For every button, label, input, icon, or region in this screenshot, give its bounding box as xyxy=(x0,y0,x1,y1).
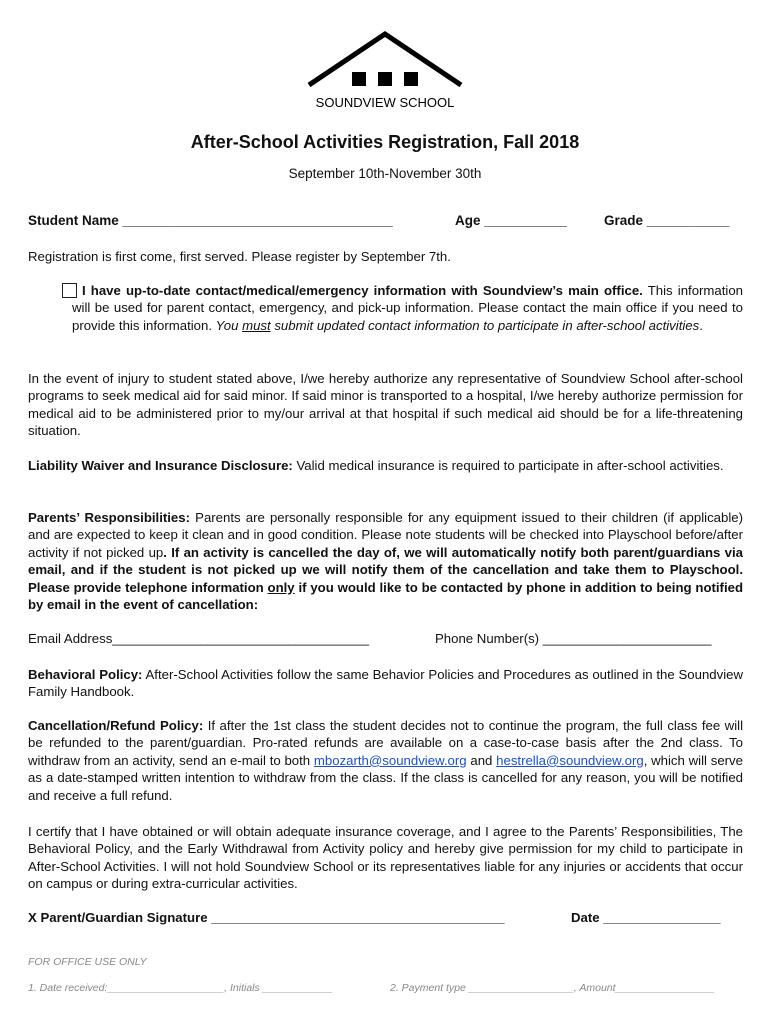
phone-number-field[interactable]: Phone Number(s) _______________________ xyxy=(435,631,712,646)
office-payment-field: 2. Payment type __________________, Amount_________________ xyxy=(390,982,715,994)
parents-responsibilities: Parents’ Responsibilities: Parents are personally responsible for any equipment issued to their children (if applicable) and are expected to keep it clean and in good condition. Please note students will be checked into Playschool before/after activity if not picked up. If an activity is cancelled the day of, we will automatically notify both parent/guardians via email, and if the student is not picked up we will notify them of the cancellation and take them to Playschool. Please provide telephone information only if you would like to be contacted by phone in addition to being notified by email in the event of cancellation: xyxy=(28,510,744,613)
date-field[interactable]: Date ________________ xyxy=(571,910,721,925)
age-field[interactable]: Age ___________ xyxy=(455,213,567,228)
student-name-field[interactable]: Student Name ____________________________________ xyxy=(28,213,393,228)
certification-statement: I certify that I have obtained or will obtain adequate insurance coverage, and I agree to the Parents’ Responsibilities, The Behavioral Policy, and the Early Withdrawal from Activity policy and hereby give permission for my child to participate in After-School Activities. I will not hold Soundview School or its representatives liable for any injuries or accidents that occur on campus or during extra-curricular activities. xyxy=(28,824,743,892)
email-address-field[interactable]: Email Address___________________________________ xyxy=(28,631,369,646)
liability-waiver: Liability Waiver and Insurance Disclosure: Valid medical insurance is required to participate in after-school activities. xyxy=(28,458,724,473)
registration-note: Registration is first come, first served. Please register by September 7th. xyxy=(28,249,451,264)
cancellation-policy: Cancellation/Refund Policy: If after the 1st class the student decides not to continue the program, the full class fee will be refunded to the parent/guardian. Pro-rated refunds are available on a case-to-case basis after the 2nd class. To withdraw from an activity, send an e-mail to both mbozarth@soundview.org and hestrella@soundview.org, which will serve as a date-stamped written intention to withdraw from the class. If the class is cancelled for any reason, you will be notified and receive a full refund. xyxy=(28,718,743,803)
page-title: After-School Activities Registration, Fall 2018 xyxy=(190,132,580,152)
date-range: September 10th-November 30th xyxy=(288,166,482,181)
logo-text: SOUNDVIEW SCHOOL xyxy=(315,95,455,110)
email-link-mbozarth[interactable]: mbozarth@soundview.org xyxy=(313,752,467,768)
contact-info-statement: I have up-to-date contact/medical/emergency information with Soundview’s main office. This information will be used for parent contact, emergency, and pick-up information. Please contact the main office if you need to provide this information. You must submit updated contact information to participate in after-school activities. xyxy=(72,283,743,333)
email-link-hestrella[interactable]: hestrella@soundview.org xyxy=(496,752,644,768)
signature-field[interactable]: X Parent/Guardian Signature ________________________________________ xyxy=(28,910,505,925)
behavioral-policy: Behavioral Policy: After-School Activities follow the same Behavior Policies and Procedures as outlined in the Soundview Family Handbook. xyxy=(28,667,743,700)
office-use-heading: FOR OFFICE USE ONLY xyxy=(28,956,147,968)
grade-field[interactable]: Grade ___________ xyxy=(604,213,730,228)
office-date-received-field: 1. Date received:____________________, Initials ____________ xyxy=(28,982,333,994)
school-logo xyxy=(305,30,465,112)
injury-authorization: In the event of injury to student stated above, I/we hereby authorize any representative of Soundview School after-school programs to seek medical aid for said minor. If said minor is transported to a hospital, I/we hereby authorize permission for medical aid to be administered prior to my/our arrival at that hospital if such medical aid should be for a life-threatening situation. xyxy=(28,371,743,439)
